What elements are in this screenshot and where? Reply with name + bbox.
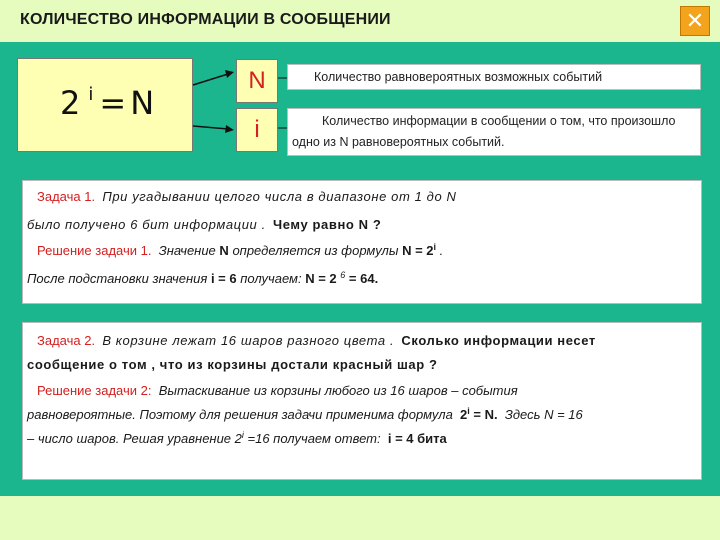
definition-n: Количество равновероятных возможных событий (287, 64, 701, 90)
formula-base: 2 (60, 84, 81, 122)
main-formula (60, 84, 154, 122)
task2-solution-c-exp: i (241, 430, 244, 440)
task2-solution-b2: Здесь N = 16 (504, 407, 583, 422)
task1-result-text: После подстановки значения (27, 271, 208, 286)
task1-solution-text2: определяется из формулы (232, 243, 399, 258)
formula-result: N (130, 84, 155, 122)
definition-i-line2: одно из N равновероятных событий. (292, 135, 505, 149)
formula-equals: = (99, 84, 127, 122)
task1-solution-end: . (439, 243, 444, 258)
task2-question-b: сообщение о том , что из корзины достали красный шар ? (27, 357, 438, 372)
task2-solution-c1: – число шаров. Решая уравнение 2 (27, 431, 242, 446)
task2-solution-b1: равновероятные. Поэтому для решения задачи применима формула (27, 407, 453, 422)
task2-question-a: Сколько информации несет (401, 333, 596, 348)
definition-i-line1: Количество информации в сообщении о том, что произошло (322, 114, 676, 128)
task1-result-end: = 64. (348, 271, 379, 286)
task1-card (22, 180, 702, 304)
task1-text-b: было получено 6 бит информации . (27, 217, 266, 232)
formula-exponent: i (88, 84, 94, 105)
window-title: КОЛИЧЕСТВО ИНФОРМАЦИИ В СООБЩЕНИИ (20, 11, 391, 28)
task1-solution-formula: N = 2 (402, 243, 434, 258)
task2-solution-label: Решение задачи 2: (37, 383, 152, 398)
task1-result-value: N = 2 (305, 271, 337, 286)
close-icon: ✕ (685, 8, 705, 34)
task2-formula-exp: i (467, 406, 470, 416)
close-button[interactable] (680, 6, 710, 36)
task1-result-i: i = 6 (210, 271, 237, 286)
task2-text-a: В корзине лежат 16 шаров разного цвета . (102, 333, 395, 348)
task2-formula: 2 (460, 407, 468, 422)
task2-formula2: = N. (473, 407, 498, 422)
task1-text-a: При угадывании целого числа в диапазоне от 1 до N (102, 189, 457, 204)
task1-solution-text: Значение (158, 243, 216, 258)
task1-result-text2: получаем: (240, 271, 302, 286)
definition-i (287, 108, 701, 156)
task2-card (22, 322, 702, 480)
task2-solution-c2: =16 получаем ответ: (247, 431, 381, 446)
task2-solution-a: Вытаскивание из корзины любого из 16 шаров – события (158, 383, 518, 398)
task1-solution-n: N (219, 243, 229, 258)
task2-answer: i = 4 бита (387, 431, 447, 446)
symbol-n-box: N (236, 59, 278, 103)
task2-label: Задача 2. (37, 333, 96, 348)
task1-label: Задача 1. (37, 189, 96, 204)
task1-result-exp: 6 (340, 270, 346, 280)
task1-question: Чему равно N ? (273, 217, 382, 232)
task1-solution-label: Решение задачи 1. (37, 243, 152, 258)
symbol-i-box: i (236, 108, 278, 152)
task1-solution-exp: i (433, 242, 437, 252)
formula-box (17, 58, 193, 152)
title-bar (0, 0, 720, 42)
